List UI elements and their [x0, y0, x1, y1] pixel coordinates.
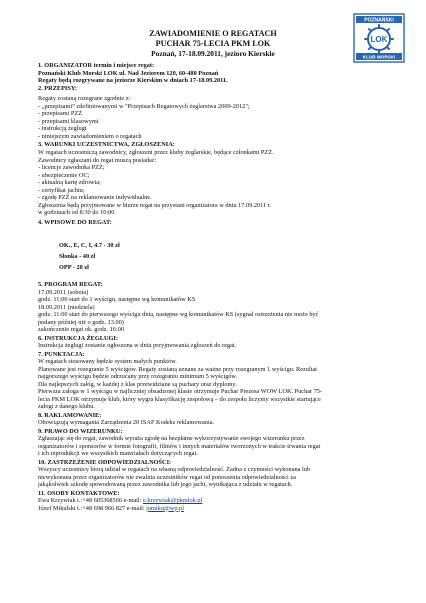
participation-item: - licencje zawodnika PZŻ;	[38, 164, 105, 171]
logo-center-text: LOK	[370, 35, 388, 44]
fee-item: OPP - 20 zł	[59, 264, 89, 271]
schedule-heading: 5. PROGRAM REGAT:	[38, 281, 103, 288]
image-rights-line: i ich reprodukcji we wszystkich materiałach dotyczących regat.	[38, 450, 198, 457]
participation-item: - zgodę PZŻ na reklamowanie indywidualne.	[38, 194, 152, 201]
title-line-3: Poznań, 17-18.09.2011, jezioro Kierskie	[151, 49, 275, 58]
title-line-1: ZAWIADOMIENIE O REGATACH	[149, 29, 277, 38]
contacts-heading: 11. OSOBY KONTAKTOWE:	[38, 489, 120, 497]
organizer-address: Poznański Klub Morski LOK ul. Nad Jeziorem 120, 60-480 Poznań	[38, 69, 219, 77]
scoring-line: lecia PKM LOK otrzymuje klub, który wygra klasyfikację zespołową – do zespołu liczymy wszystkie startujące	[38, 395, 321, 403]
schedule-line: godz. 11:00 start do pierwszego wyścigu dnia, następne wg komunikatów KS (sygnał ostrzeżenia nie może być	[38, 311, 319, 318]
liability-line: jakąkolwiek szkodę spowodowaną przez zawodnika lub jego jacht, wynikająca z udziału w regatach.	[38, 481, 293, 488]
rules-heading: 2. PRZEPISY:	[38, 84, 77, 92]
participation-item: - ubezpieczenie OC;	[38, 171, 90, 179]
schedule-line: godz. 11:00 start do 1 wyścigu, następne wg komunikatów KS	[38, 296, 196, 303]
liability-line: niewykonana przez organizatorów nie zwalnia uczestników regat od ponoszenia odpowiedzialności za	[38, 473, 296, 481]
organizer-heading: 1. ORGANIZATOR termin i miejsce regat:	[38, 62, 155, 69]
participation-text: w godzinach od 8:30 do 10:00.	[38, 209, 117, 216]
image-rights-line: Zgłaszając się do regat, zawodnik wyraża zgodę na bezpłatne wykorzystywanie swojego wizerunku przez	[38, 435, 305, 442]
schedule-line: podany później niż o godz. 13.00)	[38, 318, 124, 326]
title-line-2: PUCHAR 75-LECIA PKM LOK	[155, 39, 271, 48]
rules-intro: Regaty zostaną rozegrane zgodnie z:	[38, 95, 131, 102]
schedule-line: zakończenie regat ok. godz. 16:00	[38, 326, 125, 333]
rules-item: - instrukcją żeglugi	[38, 125, 87, 132]
participation-text: Zawodnicy zgłaszani do regat muszą posiadać:	[38, 156, 157, 164]
liability-line: Wszyscy uczestnicy biorą udział w regatach na własną odpowiedzialność. Żadna z czynności wykonana lub	[38, 466, 311, 473]
liability-heading: 10. ZASTRZEŻENIE ODPOWIEDZIALNOŚCI:	[38, 458, 172, 466]
instructions-text: Instrukcja żeglugi zostanie ogłoszona w dniu przyjmowania zgłoszeń do regat.	[38, 342, 237, 349]
participation-item: - aktualną kartę zdrowia;	[38, 179, 101, 186]
schedule-line: 17.09.2011 (sobota)	[38, 288, 89, 296]
participation-text: Zgłoszenia będą przyjmowane w biurze regat na przystani organizatora w dniu 17.09.2011 r.	[38, 201, 272, 209]
scoring-line: Pierwsza załoga w 1 wyścigu w najliczniej obsadzonej klasie otrzymuje Puchar Prezesa WOW LOK. Puchar 75-	[38, 388, 323, 395]
fee-item: OK., E, C, I, 4.7 - 30 zł	[59, 242, 120, 249]
fee-heading: 4. WPISOWE DO REGAT:	[38, 219, 112, 226]
rules-item: - „przepisami” zdefiniowanymi w "Przepisach Regatowych żeglarstwa 2009-2012";	[38, 102, 250, 110]
logo-bottom-text: KLUB MORSKI	[362, 54, 396, 60]
participation-heading: 3. WARUNKI UCZESTNICTWA, ZGŁOSZENIA:	[38, 141, 175, 148]
contact-jozef-text: Józef Mikulski t.:+48 698 966 827 e-mail:	[38, 504, 147, 512]
scoring-line: załogi z danego klubu.	[38, 403, 96, 410]
contact-jozef	[38, 505, 184, 512]
logo-top-text: POZNAŃSKI	[364, 17, 394, 24]
rules-item: - przepisami PZŻ	[38, 110, 83, 117]
participation-text: W regatach uczestniczą zawodnicy, zgłoszeni przez kluby żeglarskie, będące członkami PZŻ.	[38, 149, 274, 156]
image-rights-heading: 9. PRAWO DO WIZERUNKU:	[38, 427, 123, 435]
rules-item: - niniejszym zawiadomieniem o regatach	[38, 132, 142, 140]
scoring-heading: 7. PUNKTACJA:	[38, 350, 85, 358]
fee-item: Słonka - 40 zł	[59, 253, 96, 260]
image-rights-line: organizatorów i sponsorów w formie fotografii, filmów i innych materiałów tworzonych w trakcie trwania regat	[38, 442, 321, 450]
instructions-heading: 6. INSTRUKCJA ŻEGLUGI:	[38, 334, 118, 342]
advertising-text: Obowiązują wymagania Zarządzenia 20 ISAF Kodeks reklamowania.	[38, 419, 215, 426]
participation-item: - certyfikat jachtu;	[38, 186, 85, 194]
contact-ewa	[38, 497, 202, 504]
schedule-line: 18.09.2011 (niedziela)	[38, 303, 95, 311]
rules-item: - przepisami klasowymi	[38, 117, 99, 125]
scoring-line: Planowane jest rozegranie 5 wyścigów. Regaty zostaną uznane za ważne przy rozegranym 1 wyścigu. Rezultat	[38, 365, 317, 373]
organizer-venue: Regaty będą rozgrywane na jeziorze Kierskim w dniach 17-18.09.2011.	[38, 77, 228, 84]
contact-jozef-email-link[interactable]: jumiku@wp.pl	[146, 504, 184, 512]
contact-ewa-email-link[interactable]: e.krzywiak@pkmlok.pl	[142, 497, 203, 504]
scoring-line: najgorszego wyścigu będzie odrzucany przy rozegraniu minimum 5 wyścigów.	[38, 373, 238, 380]
scoring-line: W regatach stosowany będzie system małych punktów.	[38, 358, 177, 365]
contact-ewa-text: Ewa Krzywiak t.:+48 605368566 e-mail:	[38, 497, 143, 504]
scoring-line: Dla najlepszych załóg, w każdej z klas przewidziane są puchary oraz dyplomy.	[38, 380, 237, 388]
advertising-heading: 8. RAKLAMOWANIE:	[38, 411, 102, 419]
